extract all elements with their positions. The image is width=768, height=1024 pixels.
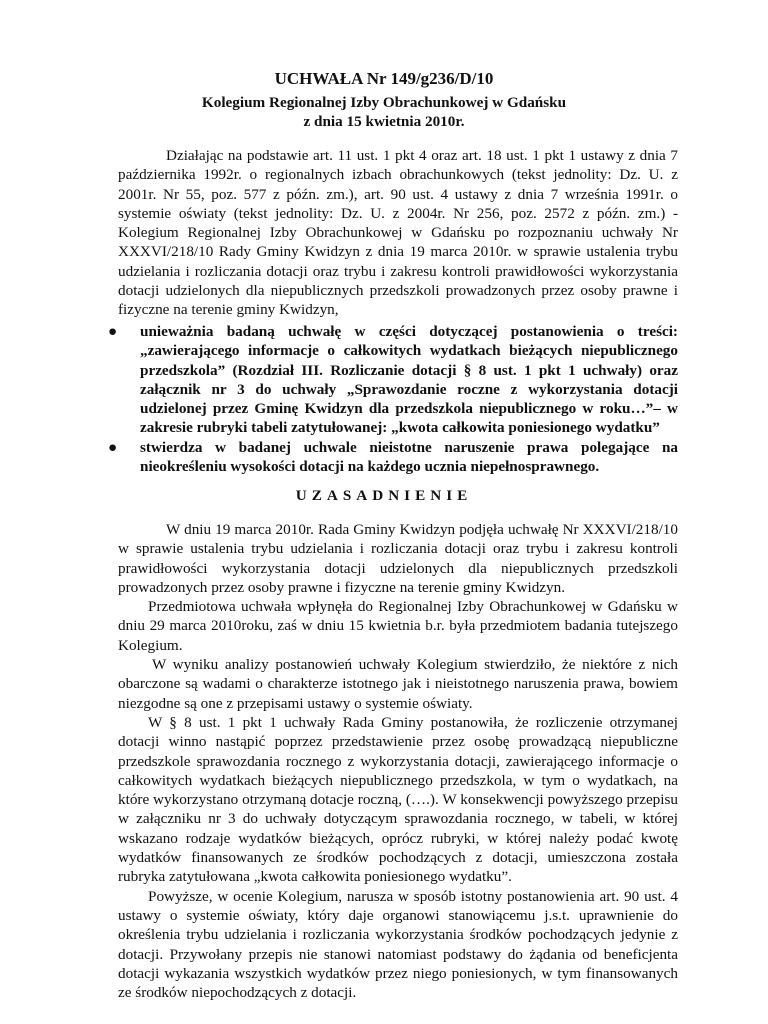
issuing-body: Kolegium Regionalnej Izby Obrachunkowej w Gdańsku — [201, 94, 567, 111]
resolution-date: z dnia 15 kwietnia 2010r. — [303, 113, 465, 130]
justification-paragraph: W dniu 19 marca 2010r. Rada Gminy Kwidzyn podjęła uchwałę Nr XXXVI/218/10 w sprawie ustalenia trybu udzielania i rozliczania dotacji oraz trybu i zakresu kontroli prawidłowości wykorzystania dotacji udzielonych dla niepublicznych przedszkoli prowadzonych przez osoby prawne i fizyczne na terenie gminy Kwidzyn. — [118, 521, 678, 596]
resolution-title: UCHWAŁA Nr 149/g236/D/10 — [274, 69, 494, 88]
bullet-icon: ● — [108, 438, 118, 456]
decision-text: stwierdza w badanej uchwale nieistotne naruszenie prawa polegające na nieokreśleniu wysokości dotacji na każdego ucznia niepełnosprawnego. — [140, 438, 678, 476]
justification-paragraph: W wyniku analizy postanowień uchwały Kolegium stwierdziło, że niektóre z nich obarczone są wadami o charakterze istotnego jak i nieistotnego naruszenia prawa, bowiem niezgodne są one z przepisami ustawy o systemie oświaty. — [118, 656, 678, 712]
justification-paragraph: Powyższe, w ocenie Kolegium, narusza w sposób istotny postanowienia art. 90 ust. 4 ustawy o systemie oświaty, który daje organowi stanowiącemu j.s.t. uprawnienie do określenia trybu udzielania i rozliczania wykorzystania środków pochodzących jedynie z dotacji. Przywołany przepis nie stanowi natomiast podstawy do żądania od beneficjenta dotacji wykazania wszystkich wydatków przez niego poniesionych, w tym finansowanych ze środków niepochodzących z dotacji. — [118, 887, 678, 1002]
decision-list — [108, 322, 678, 476]
decision-item — [108, 438, 678, 477]
justification-body — [118, 520, 678, 1002]
justification-paragraph: W § 8 ust. 1 pkt 1 uchwały Rada Gminy postanowiła, że rozliczenie otrzymanej dotacji winno nastąpić poprzez przedstawienie przez osobę prowadzącą niepubliczne przedszkole sprawozdania rocznego z wykorzystania dotacji, zawierającego informacje o całkowitych wydatkach bieżących niepublicznego przedszkola, w tym o wydatkach, na które wykorzystano otrzymaną dotacje roczną, (….). W konsekwencji powyższego przepisu w załączniku nr 3 do uchwały dotyczącym sprawozdania rocznego, w tabeli, w której wskazano rodzaje wydatków bieżących, oprócz rubryki, w której należy podać kwotę wydatków finansowanych ze środków pochodzących z dotacji, umieszczona została rubryka zatytułowana „kwota całkowita poniesionego wydatku”. — [118, 713, 678, 886]
decision-text: unieważnia badaną uchwałę w części dotyczącej postanowienia o treści: „zawierającego informacje o całkowitych wydatkach bieżących niepublicznego przedszkola” (Rozdział III. Rozliczanie dotacji § 8 ust. 1 pkt 1 uchwały) oraz załącznik nr 3 do uchwały „Sprawozdanie roczne z wykorzystania dotacji udzielonej przez Gminę Kwidzyn dla przedszkola niepublicznego w roku…”– w zakresie rubryki tabeli zatytułowanej: „kwota całkowita poniesionego wydatku” — [140, 323, 678, 437]
justification-paragraph: Przedmiotowa uchwała wpłynęła do Regionalnej Izby Obrachunkowej w Gdańsku w dniu 29 marca 2010roku, zaś w dniu 15 kwietnia b.r. była przedmiotem badania tutejszego Kolegium. — [118, 598, 678, 654]
section-heading: UZASADNIENIE — [295, 487, 473, 504]
intro-paragraph: Działając na podstawie art. 11 ust. 1 pkt 4 oraz art. 18 ust. 1 pkt 1 ustawy z dnia 7 października 1992r. o regionalnych izbach obrachunkowych (tekst jednolity: Dz. U. z 2001r. Nr 55, poz. 577 z późn. zm.), art. 90 ust. 4 ustawy z dnia 7 września 1991r. o systemie oświaty (tekst jednolity: Dz. U. z 2004r. Nr 256, poz. 2572 z późn. zm.) - Kolegium Regionalnej Izby Obrachunkowej w Gdańsku po rozpoznaniu uchwały Nr XXXVI/218/10 Rady Gminy Kwidzyn z dnia 19 marca 2010r. w sprawie ustalenia trybu udzielania i rozliczania dotacji oraz trybu i zakresu kontroli prawidłowości wykorzystania dotacji udzielonych dla niepublicznych przedszkoli prowadzonych przez osoby prawne i fizyczne na terenie gminy Kwidzyn, — [118, 147, 678, 319]
decision-item — [108, 322, 678, 438]
bullet-icon: ● — [108, 323, 118, 340]
